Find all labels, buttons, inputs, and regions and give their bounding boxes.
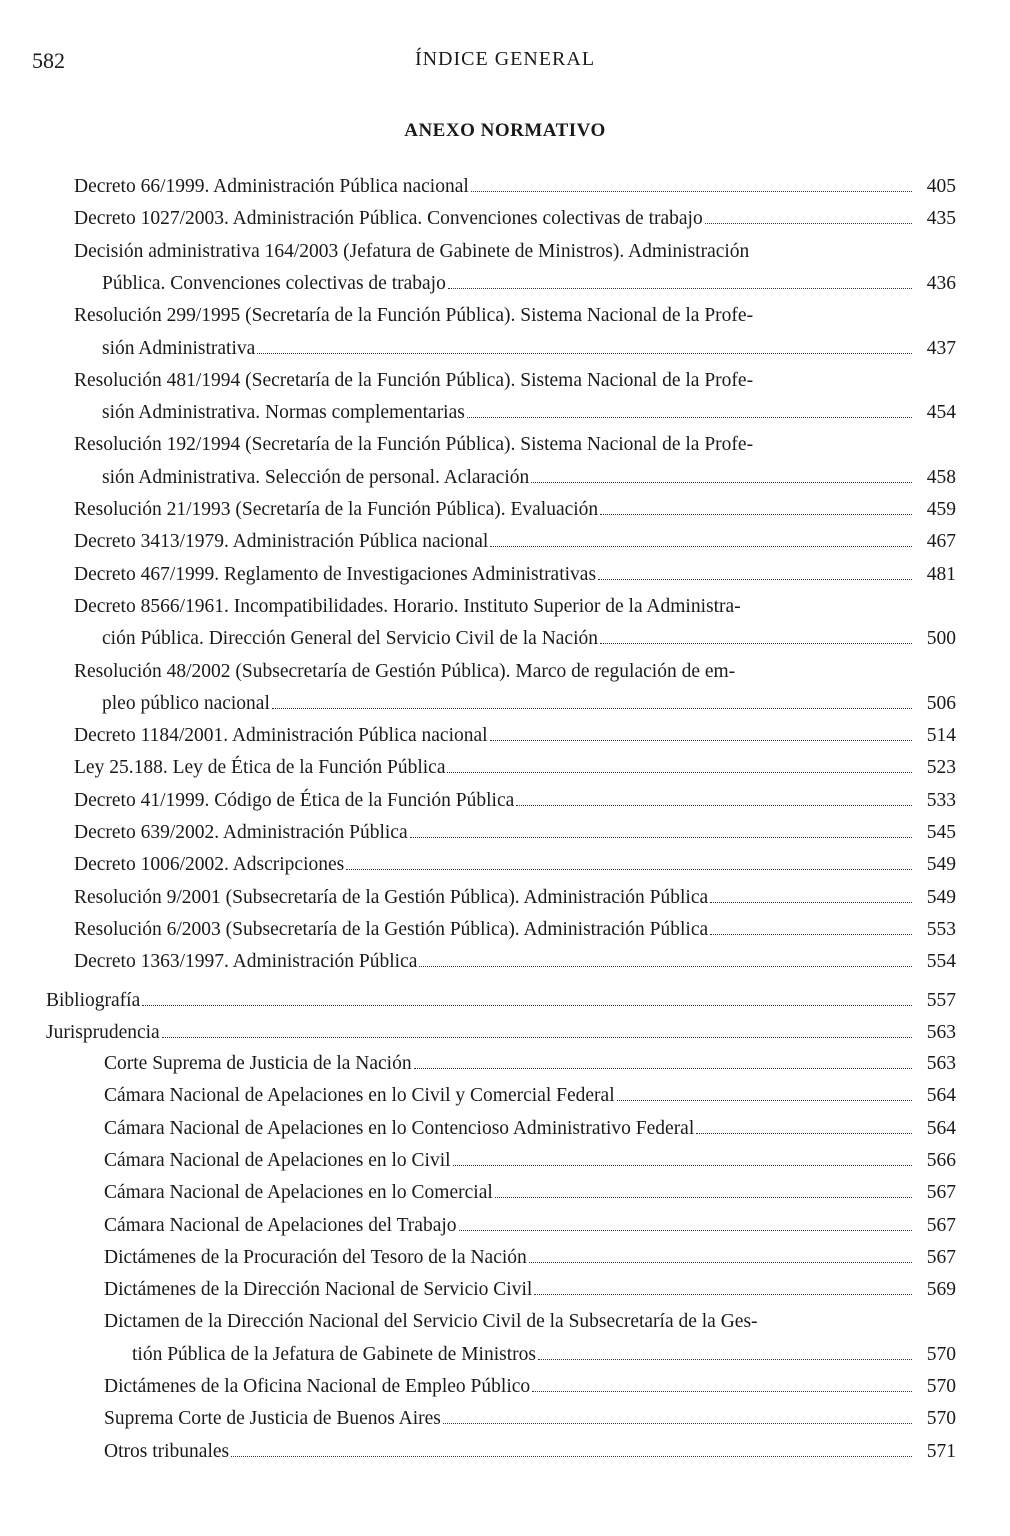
toc-entry-text: Resolución 21/1993 (Secretaría de la Función Pública). Evaluación	[74, 499, 599, 520]
toc-entry-text: Resolución 299/1995 (Secretaría de la Función Pública). Sistema Nacional de la Profe-	[74, 305, 754, 327]
toc-page-number: 545	[926, 822, 956, 843]
toc-entry-text: ción Pública. Dirección General del Servicio Civil de la Nación	[102, 628, 599, 650]
dot-leader	[531, 481, 912, 483]
toc-page-number: 459	[926, 499, 956, 520]
section-title: ANEXO NORMATIVO	[404, 120, 606, 141]
toc-page-number: 564	[926, 1085, 956, 1107]
toc-entry	[46, 985, 956, 1018]
dot-leader	[490, 545, 912, 547]
toc-entry	[74, 946, 956, 979]
toc-entry	[104, 1371, 956, 1404]
running-title: ÍNDICE GENERAL	[414, 48, 596, 70]
toc-entry-text: Jurisprudencia	[46, 1022, 160, 1044]
toc-entry-text: tión Pública de la Jefatura de Gabinete de Ministros	[132, 1343, 536, 1365]
dot-leader	[459, 1229, 912, 1231]
toc-entry	[104, 1145, 956, 1178]
toc-page-number: 467	[926, 531, 956, 553]
toc-page-number: 533	[926, 789, 956, 811]
toc-page-number: 567	[926, 1214, 956, 1236]
toc-entry	[104, 1403, 956, 1436]
toc-page-number: 435	[926, 208, 956, 230]
toc-entry-text: Resolución 481/1994 (Secretaría de la Función Pública). Sistema Nacional de la Profe-	[74, 369, 754, 391]
toc-entry-text: Decisión administrativa 164/2003 (Jefatura de Gabinete de Ministros). Administración	[74, 240, 750, 262]
toc-entry	[104, 1436, 956, 1469]
dot-leader	[529, 1261, 912, 1263]
toc-page-number: 571	[926, 1440, 956, 1462]
toc-page-number: 500	[926, 628, 956, 650]
toc-entry-text: sión Administrativa	[102, 337, 256, 359]
toc-entry-text: Decreto 639/2002. Administración Pública	[74, 822, 408, 843]
toc-entry-text: Suprema Corte de Justicia de Buenos Aires	[104, 1408, 441, 1430]
toc-entry-text: Decreto 1363/1997. Administración Pública	[74, 951, 418, 973]
toc-page-number: 549	[926, 886, 956, 908]
dot-leader	[532, 1390, 912, 1392]
toc-entry-text: Otros tribunales	[104, 1440, 230, 1462]
dot-leader	[600, 513, 912, 515]
toc-entry-text: Resolución 192/1994 (Secretaría de la Función Pública). Sistema Nacional de la Profe-	[74, 434, 754, 456]
toc-entry-text: Cámara Nacional de Apelaciones del Trabajo	[104, 1214, 457, 1236]
toc-page-number: 569	[926, 1279, 956, 1301]
toc-entry-text: Dictamen de la Dirección Nacional del Servicio Civil de la Subsecretaría de la Ges-	[104, 1311, 758, 1333]
toc-entry	[74, 656, 956, 721]
toc-page-number: 570	[926, 1408, 956, 1430]
toc-entry	[104, 1242, 956, 1275]
toc-entry	[74, 882, 956, 915]
toc-entry-text: Decreto 3413/1979. Administración Pública nacional	[74, 531, 489, 553]
toc-entry-text: Dictámenes de la Oficina Nacional de Empleo Público	[104, 1376, 531, 1397]
toc-entry-text: Cámara Nacional de Apelaciones en lo Civil	[104, 1149, 451, 1171]
toc-entry	[104, 1080, 956, 1113]
toc-page-number: 454	[926, 402, 956, 424]
toc-entry	[74, 203, 956, 236]
page-number: 582	[32, 48, 65, 73]
toc-entry-text: Cámara Nacional de Apelaciones en lo Comercial	[104, 1182, 493, 1204]
dot-leader	[617, 1099, 912, 1101]
toc-entry-text: Pública. Convenciones colectivas de trabajo	[102, 273, 446, 295]
toc-page-number: 566	[926, 1149, 956, 1171]
toc-entry-text: Bibliografía	[46, 990, 141, 1011]
dot-leader	[453, 1164, 912, 1166]
toc-page-number: 557	[926, 990, 956, 1011]
toc-entry-text: Dictámenes de la Dirección Nacional de Servicio Civil	[104, 1279, 533, 1301]
toc-page-number: 563	[926, 1053, 956, 1074]
toc-page-number: 523	[926, 757, 956, 779]
toc-page-number: 514	[926, 725, 956, 747]
toc-page-number: 506	[926, 693, 956, 714]
toc-entry-text: Resolución 6/2003 (Subsecretaría de la Gestión Pública). Administración Pública	[74, 918, 709, 940]
toc-entry-text: Decreto 41/1999. Código de Ética de la Función Pública	[74, 789, 515, 811]
toc-entry	[74, 817, 956, 850]
dot-leader	[538, 1358, 912, 1360]
toc-entry	[74, 300, 956, 365]
dot-leader	[142, 1004, 912, 1006]
dot-leader	[448, 287, 912, 289]
toc-entry-text: Resolución 48/2002 (Subsecretaría de Gestión Pública). Marco de regulación de em-	[74, 660, 736, 682]
toc-entry	[74, 752, 956, 785]
toc-entry	[74, 494, 956, 527]
toc-entry-text: pleo público nacional	[102, 693, 270, 714]
dot-leader	[346, 868, 912, 870]
toc-page-number: 567	[926, 1182, 956, 1204]
toc-page-number: 437	[926, 337, 956, 359]
toc-entry-text: Decreto 1006/2002. Adscripciones	[74, 854, 345, 876]
toc-entry	[104, 1274, 956, 1307]
dot-leader	[447, 771, 912, 773]
toc-entry	[74, 591, 956, 656]
toc-entry-text: sión Administrativa. Normas complementarias	[102, 402, 465, 424]
toc-entry	[104, 1113, 956, 1146]
dot-leader	[705, 222, 912, 224]
toc-entry-text: sión Administrativa. Selección de personal. Aclaración	[102, 466, 530, 488]
toc-entry	[74, 559, 956, 592]
toc-entry	[74, 171, 956, 204]
toc-entry-text: Resolución 9/2001 (Subsecretaría de la Gestión Pública). Administración Pública	[74, 886, 709, 908]
toc-page-number: 458	[926, 466, 956, 488]
dot-leader	[696, 1132, 912, 1134]
dot-leader	[471, 190, 912, 192]
toc-entry-text: Decreto 1184/2001. Administración Pública nacional	[74, 725, 488, 747]
dot-leader	[467, 416, 912, 418]
toc-entry	[74, 526, 956, 559]
dot-leader	[516, 804, 912, 806]
toc-page-number: 570	[926, 1376, 956, 1397]
dot-leader	[710, 901, 912, 903]
toc-entry	[74, 914, 956, 947]
toc-page-number: 405	[926, 176, 956, 197]
toc-page-number: 553	[926, 918, 956, 940]
toc-entry	[104, 1210, 956, 1243]
toc-entry-text: Decreto 467/1999. Reglamento de Investigaciones Administrativas	[74, 563, 597, 585]
toc-page-number: 570	[926, 1343, 956, 1365]
dot-leader	[495, 1196, 912, 1198]
toc-entry-text: Cámara Nacional de Apelaciones en lo Civil y Comercial Federal	[104, 1085, 615, 1107]
dot-leader	[600, 642, 912, 644]
toc-entry	[46, 1017, 956, 1050]
toc-page-number: 481	[926, 563, 956, 585]
toc-entry	[74, 365, 956, 430]
toc-entry-text: Decreto 66/1999. Administración Pública nacional	[74, 176, 469, 197]
toc-entry-text: Corte Suprema de Justicia de la Nación	[104, 1053, 412, 1074]
dot-leader	[710, 933, 912, 935]
toc-entry-text: Ley 25.188. Ley de Ética de la Función Pública	[74, 757, 446, 779]
dot-leader	[534, 1293, 912, 1295]
dot-leader	[257, 352, 912, 354]
toc-page-number: 567	[926, 1246, 956, 1268]
toc-entry	[104, 1048, 956, 1081]
dot-leader	[231, 1455, 912, 1457]
toc-entry	[74, 849, 956, 882]
dot-leader	[419, 965, 912, 967]
toc-page-number: 563	[926, 1022, 956, 1044]
toc-entry-text: Decreto 8566/1961. Incompatibilidades. Horario. Instituto Superior de la Administra-	[74, 595, 741, 617]
dot-leader	[443, 1422, 912, 1424]
toc-page-number: 436	[926, 273, 956, 295]
toc-entry-text: Cámara Nacional de Apelaciones en lo Contencioso Administrativo Federal	[104, 1117, 695, 1139]
toc-entry	[74, 429, 956, 494]
dot-leader	[598, 578, 912, 580]
toc-page-number: 554	[926, 951, 956, 973]
dot-leader	[162, 1036, 912, 1038]
toc-entry-text: Dictámenes de la Procuración del Tesoro de la Nación	[104, 1246, 527, 1268]
toc-entry	[74, 785, 956, 818]
toc-entry-text: Decreto 1027/2003. Administración Pública. Convenciones colectivas de trabajo	[74, 208, 703, 230]
toc-page-number: 549	[926, 854, 956, 876]
toc-entry	[104, 1177, 956, 1210]
toc-entry	[104, 1306, 956, 1371]
toc-page-number: 564	[926, 1117, 956, 1139]
dot-leader	[272, 707, 912, 709]
toc-entry	[74, 236, 956, 301]
dot-leader	[414, 1067, 912, 1069]
dot-leader	[490, 739, 912, 741]
toc-entry	[74, 720, 956, 753]
dot-leader	[410, 836, 912, 838]
